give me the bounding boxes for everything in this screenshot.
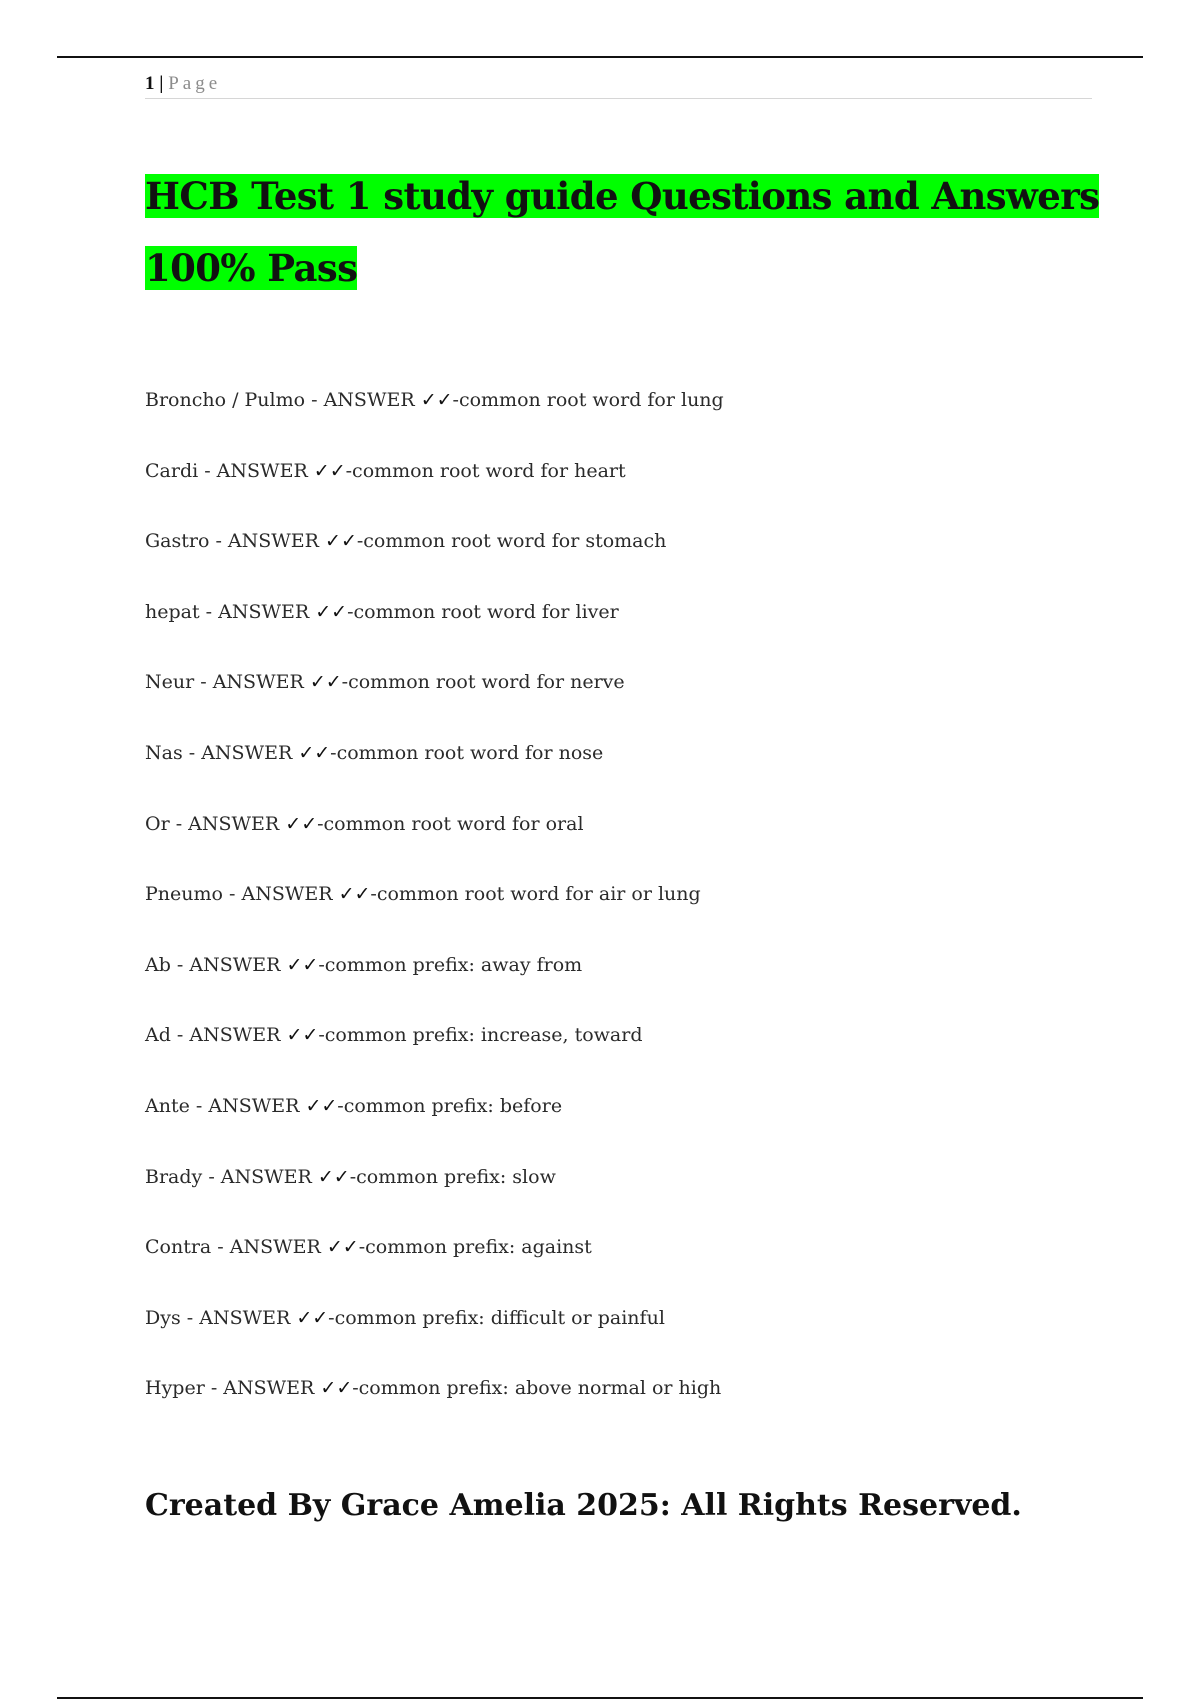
qa-definition: -common prefix: difficult or painful bbox=[328, 1306, 665, 1329]
qa-item bbox=[145, 1298, 724, 1369]
qa-definition: -common prefix: above normal or high bbox=[352, 1377, 722, 1400]
qa-definition: -common root word for stomach bbox=[356, 530, 667, 553]
qa-term: Contra bbox=[145, 1236, 212, 1259]
qa-answer-label: - ANSWER bbox=[305, 389, 421, 411]
qa-answer-label: - ANSWER bbox=[170, 953, 287, 976]
double-check-icon: ✓✓ bbox=[315, 600, 348, 623]
double-check-icon: ✓✓ bbox=[313, 459, 346, 482]
qa-definition: -common root word for nose bbox=[330, 741, 604, 764]
qa-definition: -common prefix: against bbox=[358, 1236, 592, 1259]
qa-item bbox=[145, 945, 724, 1016]
double-check-icon: ✓✓ bbox=[325, 530, 357, 553]
bottom-rule bbox=[57, 1697, 1143, 1699]
qa-definition: -common prefix: increase, toward bbox=[318, 1024, 643, 1047]
double-check-icon: ✓✓ bbox=[286, 953, 319, 976]
qa-item bbox=[145, 1227, 724, 1298]
top-rule bbox=[57, 56, 1143, 58]
qa-term: Pneumo bbox=[145, 883, 223, 906]
qa-term: Ab bbox=[145, 953, 171, 976]
qa-term: Dys bbox=[145, 1306, 181, 1329]
qa-answer-label: - ANSWER bbox=[222, 883, 339, 906]
qa-item bbox=[145, 874, 724, 945]
double-check-icon: ✓✓ bbox=[309, 671, 342, 694]
qa-answer-label: - ANSWER bbox=[204, 1377, 321, 1400]
qa-item bbox=[145, 1015, 724, 1086]
double-check-icon: ✓✓ bbox=[296, 1306, 329, 1329]
qa-answer-label: - ANSWER bbox=[198, 459, 314, 482]
qa-definition: -common root word for oral bbox=[317, 812, 584, 835]
qa-item bbox=[145, 733, 724, 804]
double-check-icon: ✓✓ bbox=[298, 741, 331, 764]
qa-answer-label: - ANSWER bbox=[199, 600, 316, 623]
qa-item bbox=[145, 1157, 724, 1228]
qa-term: Gastro bbox=[145, 530, 210, 553]
qa-definition: -common root word for lung bbox=[452, 389, 724, 411]
qa-term: Ante bbox=[145, 1094, 190, 1117]
qa-term: Nas bbox=[145, 741, 183, 764]
qa-item bbox=[145, 380, 724, 451]
qa-term: Or bbox=[145, 812, 170, 835]
title-line-1: HCB Test 1 study guide Questions and Answers bbox=[145, 174, 1100, 218]
qa-answer-label: - ANSWER bbox=[211, 1236, 327, 1259]
qa-definition: -common prefix: before bbox=[337, 1094, 563, 1117]
qa-item bbox=[145, 804, 724, 875]
qa-item bbox=[145, 1368, 724, 1439]
qa-list bbox=[145, 380, 724, 1439]
page-header bbox=[145, 72, 1092, 99]
qa-answer-label: - ANSWER bbox=[170, 1024, 287, 1047]
qa-item bbox=[145, 521, 724, 592]
page-separator: | bbox=[159, 73, 164, 94]
qa-definition: -common root word for liver bbox=[347, 600, 619, 623]
qa-answer-label: - ANSWER bbox=[209, 530, 326, 553]
qa-item bbox=[145, 451, 724, 522]
qa-definition: -common prefix: slow bbox=[349, 1165, 556, 1188]
qa-term: hepat bbox=[145, 600, 200, 623]
page-label: Page bbox=[168, 73, 222, 94]
double-check-icon: ✓✓ bbox=[338, 883, 371, 906]
qa-definition: -common root word for heart bbox=[345, 459, 626, 482]
qa-answer-label: - ANSWER bbox=[189, 1094, 306, 1117]
qa-definition: -common root word for air or lung bbox=[370, 883, 701, 906]
title-line-2: 100% Pass bbox=[145, 246, 358, 290]
double-check-icon: ✓✓ bbox=[286, 1024, 319, 1047]
qa-item bbox=[145, 592, 724, 663]
qa-definition: -common prefix: away from bbox=[318, 953, 583, 976]
qa-term: Ad bbox=[145, 1024, 171, 1047]
qa-answer-label: - ANSWER bbox=[202, 1165, 318, 1188]
qa-term: Hyper bbox=[145, 1377, 205, 1400]
qa-term: Cardi bbox=[145, 459, 199, 482]
qa-term: Neur bbox=[145, 671, 195, 694]
double-check-icon: ✓✓ bbox=[320, 1377, 353, 1400]
page-number: 1 bbox=[145, 73, 155, 94]
double-check-icon: ✓✓ bbox=[305, 1094, 338, 1117]
qa-answer-label: - ANSWER bbox=[182, 741, 299, 764]
qa-answer-label: - ANSWER bbox=[194, 671, 310, 694]
document-title bbox=[145, 160, 1105, 304]
double-check-icon: ✓✓ bbox=[285, 812, 318, 835]
qa-definition: -common root word for nerve bbox=[341, 671, 625, 694]
qa-answer-label: - ANSWER bbox=[169, 812, 286, 835]
double-check-icon: ✓✓ bbox=[326, 1236, 359, 1259]
double-check-icon: ✓✓ bbox=[420, 389, 453, 411]
qa-item bbox=[145, 662, 724, 733]
copyright-notice: Created By Grace Amelia 2025: All Rights Reserved. bbox=[145, 1488, 1022, 1523]
qa-item bbox=[145, 1086, 724, 1157]
qa-answer-label: - ANSWER bbox=[180, 1306, 297, 1329]
qa-term: Broncho / Pulmo bbox=[145, 389, 306, 411]
qa-term: Brady bbox=[145, 1165, 203, 1188]
double-check-icon: ✓✓ bbox=[317, 1165, 350, 1188]
